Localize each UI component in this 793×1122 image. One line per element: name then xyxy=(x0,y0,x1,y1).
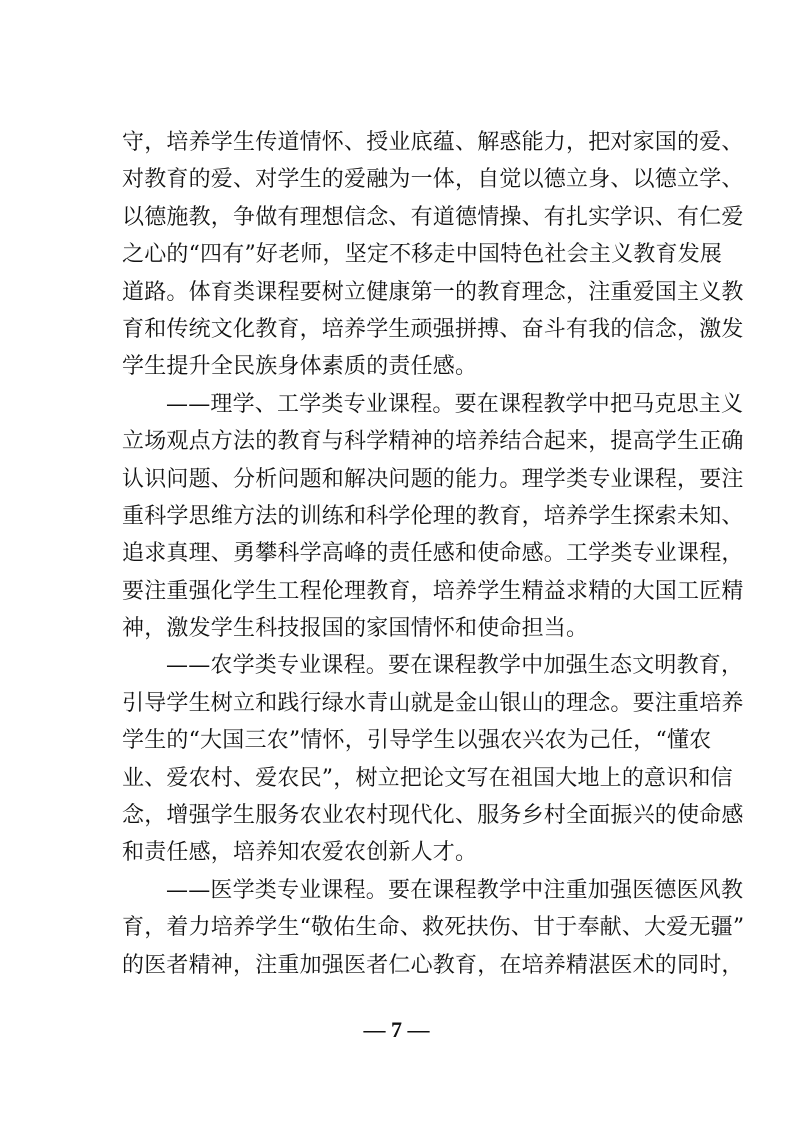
text-line: 神，激发学生科技报国的家国情怀和使命担当。 xyxy=(122,616,589,642)
section-heading-line: ——理学、工学类专业课程。要在课程教学中把马克思主义 xyxy=(166,391,744,417)
text-line: 要注重强化学生工程伦理教育，培养学生精益求精的大国工匠精 xyxy=(122,578,744,604)
body-text xyxy=(122,124,745,984)
section-heading-line: ——医学类专业课程。要在课程教学中注重加强医德医风教 xyxy=(166,877,744,903)
text-line: 认识问题、分析问题和解决问题的能力。理学类专业课程，要注 xyxy=(122,466,744,492)
text-line: 立场观点方法的教育与科学精神的培养结合起来，提高学生正确 xyxy=(122,429,744,455)
text-line: 对教育的爱、对学生的爱融为一体，自觉以德立身、以德立学、 xyxy=(122,167,744,193)
section-heading-line: ——农学类专业课程。要在课程教学中加强生态文明教育， xyxy=(166,653,744,679)
text-line: 引导学生树立和践行绿水青山就是金山银山的理念。要注重培养 xyxy=(122,690,744,716)
text-line: 和责任感，培养知农爱农创新人才。 xyxy=(122,840,478,866)
text-line: 重科学思维方法的训练和科学伦理的教育，培养学生探索未知、 xyxy=(122,503,744,529)
text-line: 道路。体育类课程要树立健康第一的教育理念，注重爱国主义教 xyxy=(122,279,744,305)
text-line: 以德施教，争做有理想信念、有道德情操、有扎实学识、有仁爱 xyxy=(122,204,744,230)
text-line: 的医者精神，注重加强医者仁心教育，在培养精湛医术的同时， xyxy=(122,952,744,978)
text-line: 育，着力培养学生“敬佑生命、救死扶伤、甘于奉献、大爱无疆” xyxy=(122,915,745,941)
text-line: 学生的“大国三农”情怀，引导学生以强农兴农为己任，“懂农 xyxy=(122,728,712,754)
page-number: — 7 — xyxy=(363,1017,430,1042)
text-line: 追求真理、勇攀科学高峰的责任感和使命感。工学类专业课程， xyxy=(122,541,744,567)
text-line: 业、爱农村、爱农民”，树立把论文写在祖国大地上的意识和信 xyxy=(122,765,733,791)
text-line: 念，增强学生服务农业农村现代化、服务乡村全面振兴的使命感 xyxy=(122,803,744,829)
text-line: 守，培养学生传道情怀、授业底蕴、解惑能力，把对家国的爱、 xyxy=(122,130,744,155)
text-line: 之心的“四有”好老师，坚定不移走中国特色社会主义教育发展 xyxy=(122,242,723,268)
text-line: 育和传统文化教育，培养学生顽强拼搏、奋斗有我的信念，激发 xyxy=(122,316,744,342)
text-line: 学生提升全民族身体素质的责任感。 xyxy=(122,354,478,380)
